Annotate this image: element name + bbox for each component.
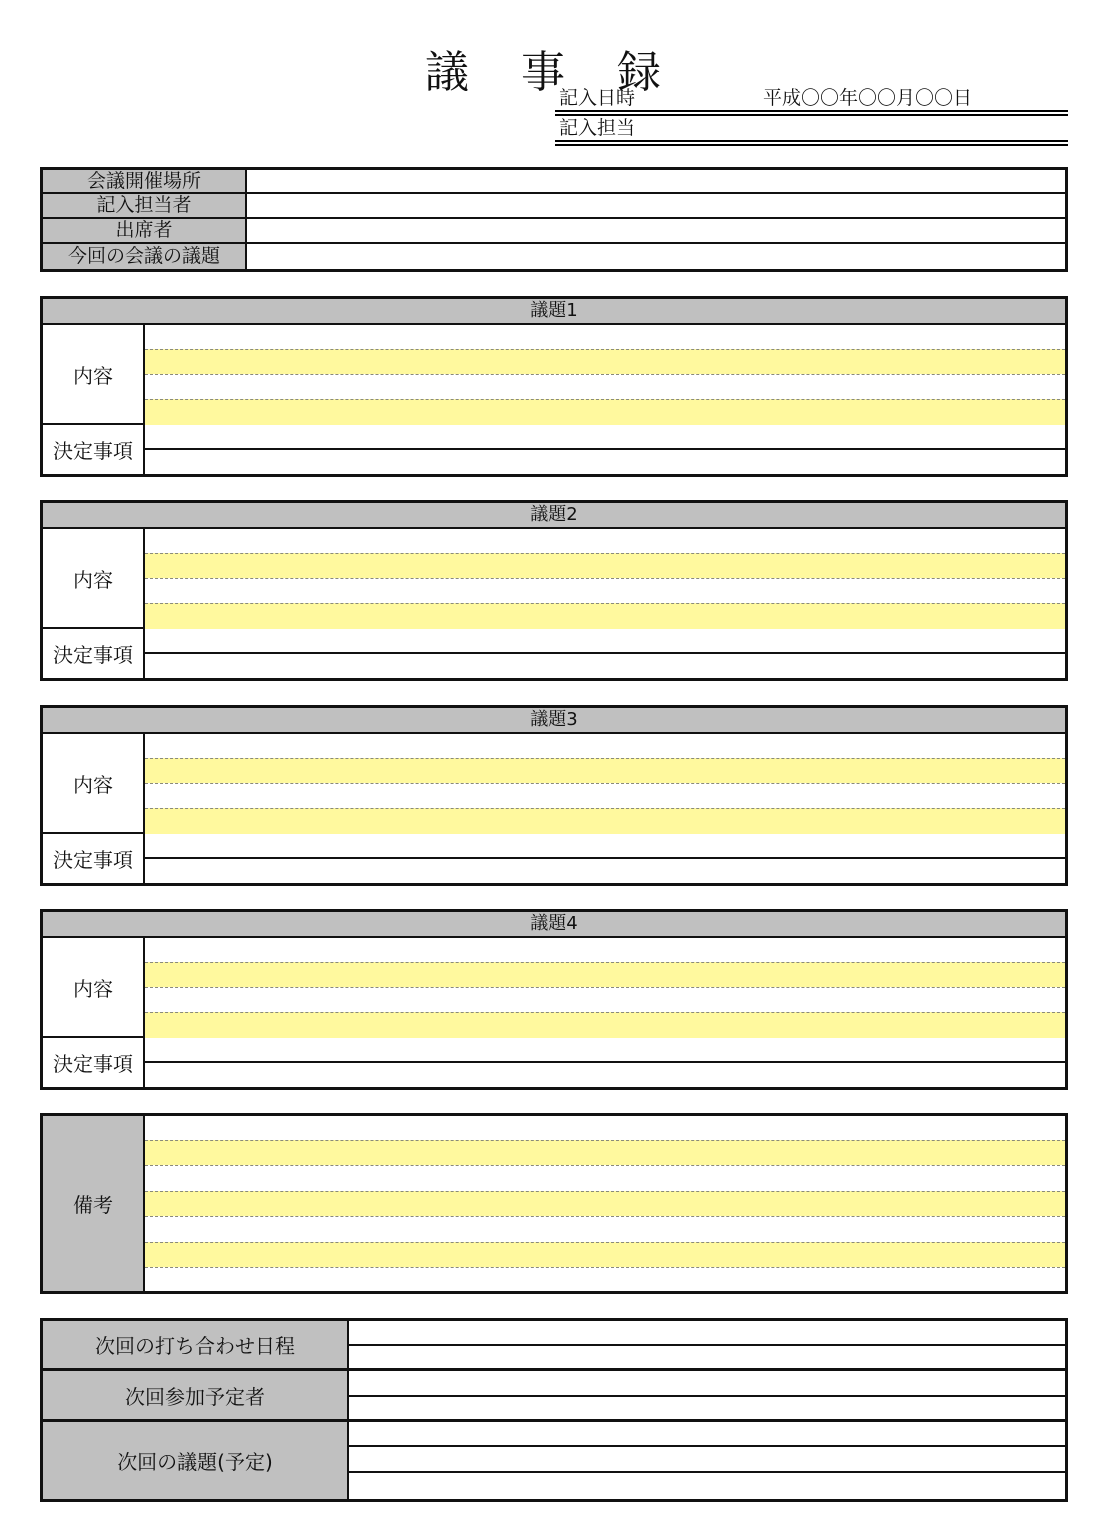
next-schedule-field[interactable] (349, 1321, 1065, 1371)
topic-3-table (40, 705, 1068, 886)
topic-4-header: 議題4 (43, 912, 1065, 938)
recorder-field[interactable] (247, 194, 1065, 219)
topic-1-content-label: 内容 (43, 325, 145, 425)
title-char: 事 (521, 47, 565, 98)
topic-2-table (40, 500, 1068, 681)
next-agenda-label: 次回の議題(予定) (43, 1422, 349, 1499)
topic-1-decision-label: 決定事項 (43, 425, 145, 474)
info-label-agenda: 今回の会議の議題 (43, 244, 247, 269)
topic-4-content-label: 内容 (43, 938, 145, 1038)
topic-3-decision-area[interactable] (145, 834, 1065, 883)
topic-2-decision-label: 決定事項 (43, 629, 145, 678)
topic-1-table (40, 296, 1068, 477)
next-attendees-field[interactable] (349, 1371, 1065, 1422)
topic-1-header: 議題1 (43, 299, 1065, 325)
next-meeting-table (40, 1318, 1068, 1502)
topic-4-table (40, 909, 1068, 1090)
topic-4-decision-label: 決定事項 (43, 1038, 145, 1087)
topic-3-decision-label: 決定事項 (43, 834, 145, 883)
entry-person-label: 記入担当 (559, 117, 636, 139)
topic-3-content-label: 内容 (43, 734, 145, 834)
attendees-field[interactable] (247, 219, 1065, 244)
info-label-attendees: 出席者 (43, 219, 247, 244)
topic-4-content-area[interactable] (145, 938, 1065, 1038)
topic-2-content-area[interactable] (145, 529, 1065, 629)
next-attendees-label: 次回参加予定者 (43, 1371, 349, 1422)
entry-date-value[interactable]: 平成〇〇年〇〇月〇〇日 (763, 87, 973, 109)
info-label-recorder: 記入担当者 (43, 194, 247, 219)
info-label-venue: 会議開催場所 (43, 170, 247, 194)
topic-2-header: 議題2 (43, 503, 1065, 529)
title-char: 議 (425, 47, 469, 98)
title-char: 録 (617, 47, 661, 98)
topic-1-content-area[interactable] (145, 325, 1065, 425)
topic-1-decision-area[interactable] (145, 425, 1065, 474)
notes-label: 備考 (43, 1116, 145, 1291)
next-agenda-field[interactable] (349, 1422, 1065, 1499)
entry-date-label: 記入日時 (559, 87, 636, 109)
topic-4-decision-area[interactable] (145, 1038, 1065, 1087)
topic-2-content-label: 内容 (43, 529, 145, 629)
notes-area[interactable] (145, 1116, 1065, 1291)
notes-table (40, 1113, 1068, 1294)
next-schedule-label: 次回の打ち合わせ日程 (43, 1321, 349, 1371)
entry-date-row (555, 86, 1068, 116)
agenda-field[interactable] (247, 244, 1065, 269)
meeting-info-table (40, 167, 1068, 272)
topic-2-decision-area[interactable] (145, 629, 1065, 678)
entry-person-row (555, 116, 1068, 146)
meta-block (555, 86, 1068, 146)
topic-3-content-area[interactable] (145, 734, 1065, 834)
venue-field[interactable] (247, 170, 1065, 194)
topic-3-header: 議題3 (43, 708, 1065, 734)
